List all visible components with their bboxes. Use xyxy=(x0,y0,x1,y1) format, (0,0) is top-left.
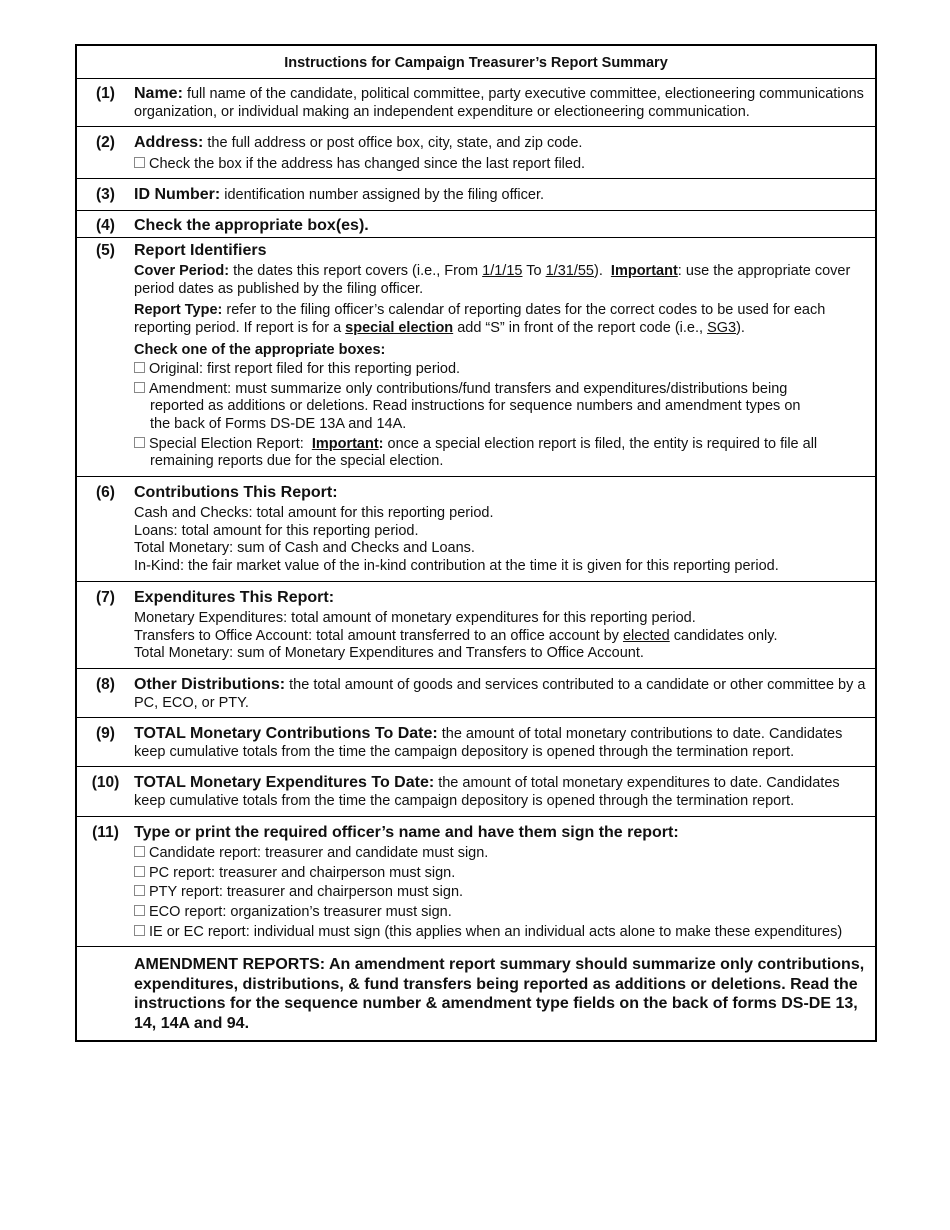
item-number: (11) xyxy=(92,823,119,841)
cover-text-b: ). xyxy=(594,263,603,280)
signature-option: Candidate report: treasurer and candidate must sign. xyxy=(149,845,489,862)
item-number: (6) xyxy=(96,483,115,501)
checkbox-icon xyxy=(134,846,145,857)
item-text: the total amount of goods and services contributed to a candidate or other committee by a PC, ECO, or PTY. xyxy=(134,677,866,711)
expenditure-line: Total Monetary: sum of Monetary Expenditures and Transfers to Office Account. xyxy=(134,645,644,662)
expenditure-line: Monetary Expenditures: total amount of monetary expenditures for this reporting period. xyxy=(134,610,696,627)
contribution-line: Total Monetary: sum of Cash and Checks and Loans. xyxy=(134,540,475,557)
item-report-identifiers xyxy=(77,238,875,477)
important-label: Important xyxy=(610,263,678,280)
contribution-line: Cash and Checks: total amount for this reporting period. xyxy=(134,505,494,522)
sg3-code: SG3 xyxy=(707,319,737,336)
item-total-contributions xyxy=(77,718,875,767)
item-id-number xyxy=(77,179,875,211)
report-type-text-c: ). xyxy=(736,319,745,336)
check-one-label: Check one of the appropriate boxes: xyxy=(134,341,386,358)
item-heading: Address: xyxy=(134,134,204,152)
colon: : xyxy=(378,435,384,452)
signature-option: PTY report: treasurer and chairperson must sign. xyxy=(149,884,464,901)
item-heading: ID Number: xyxy=(134,186,221,204)
contribution-line: Loans: total amount for this reporting period. xyxy=(134,522,419,539)
report-type-label: Report Type: xyxy=(134,302,223,319)
item-address xyxy=(77,127,875,179)
amendment-option: Amendment: must summarize only contributions/fund transfers and expenditures/distributions being xyxy=(149,380,788,397)
amendment-note-row xyxy=(77,947,875,1039)
item-check-boxes xyxy=(77,211,875,238)
special-election-text: once a special election report is filed, the entity is required to file all xyxy=(387,435,818,452)
item-number: (7) xyxy=(96,588,115,606)
item-number: (8) xyxy=(96,676,115,694)
special-election-option: Special Election Report: xyxy=(149,435,304,452)
item-contributions xyxy=(77,477,875,582)
special-election-label: special election xyxy=(345,319,454,336)
important-label: Important xyxy=(311,435,379,452)
original-option: Original: first report filed for this reporting period. xyxy=(149,361,461,378)
item-number: (9) xyxy=(96,725,115,743)
checkbox-icon xyxy=(134,362,145,373)
amendment-text-2: reported as additions or deletions. Read instructions for sequence numbers and amendment types on xyxy=(150,398,801,415)
item-number: (2) xyxy=(96,134,115,152)
checkbox-icon xyxy=(134,382,145,393)
expenditure-line-end: candidates only. xyxy=(673,627,778,644)
item-name xyxy=(77,79,875,127)
signature-option: PC report: treasurer and chairperson must sign. xyxy=(149,864,456,881)
item-heading: Type or print the required officer’s name and have them sign the report: xyxy=(134,823,679,841)
item-text: full name of the candidate, political committee, party executive committee, electioneering communications organization, or individual making an independent expenditure or electioneering communication. xyxy=(134,86,864,120)
item-heading: Contributions This Report: xyxy=(134,483,338,501)
checkbox-icon xyxy=(134,885,145,896)
instructions-table xyxy=(75,44,877,1042)
contribution-line: In-Kind: the fair market value of the in-kind contribution at the time it is given for this reporting period. xyxy=(134,558,779,575)
checkbox-icon xyxy=(134,157,145,168)
item-number: (4) xyxy=(96,216,115,234)
cover-to-date: 1/31/55 xyxy=(545,263,594,280)
item-text: the amount of total monetary expenditures to date. Candidates keep cumulative totals from the time the campaign depository is opened through the termination report. xyxy=(134,775,840,809)
item-total-expenditures xyxy=(77,767,875,816)
checkbox-icon xyxy=(134,925,145,936)
checkbox-label: Check the box if the address has changed since the last report filed. xyxy=(149,155,586,172)
cover-period-text: the dates this report covers (i.e., From xyxy=(233,263,479,280)
item-other-distributions xyxy=(77,669,875,718)
page-title: Instructions for Campaign Treasurer’s Report Summary xyxy=(77,46,875,79)
item-heading: TOTAL Monetary Contributions To Date: xyxy=(134,725,438,743)
report-type-text-b: add “S” in front of the report code (i.e., xyxy=(457,319,704,336)
item-heading: Check the appropriate box(es). xyxy=(134,216,369,234)
item-text: the full address or post office box, city, state, and zip code. xyxy=(207,135,583,152)
cover-text-c: : use the appropriate cover period dates as published by the filing officer. xyxy=(134,263,851,297)
cover-period-label: Cover Period: xyxy=(134,263,230,280)
amendment-text-3: the back of Forms DS-DE 13A and 14A. xyxy=(150,415,407,432)
item-number: (5) xyxy=(96,241,115,259)
item-heading: TOTAL Monetary Expenditures To Date: xyxy=(134,774,435,792)
item-heading: Report Identifiers xyxy=(134,241,267,259)
item-heading: Name: xyxy=(134,85,183,102)
item-heading: Expenditures This Report: xyxy=(134,588,335,606)
signature-option: IE or EC report: individual must sign (this applies when an individual acts alone to make these expenditures) xyxy=(149,923,843,940)
report-type-text: refer to the filing officer’s calendar of reporting dates for the correct codes to be used for each reporting period. If report is for a xyxy=(134,302,826,336)
cover-from-date: 1/1/15 xyxy=(482,263,523,280)
item-number: (1) xyxy=(96,85,115,102)
checkbox-icon xyxy=(134,905,145,916)
item-text: identification number assigned by the filing officer. xyxy=(224,187,544,204)
item-expenditures xyxy=(77,582,875,669)
amendment-note: AMENDMENT REPORTS: An amendment report summary should summarize only contributions, expenditures, distributions, & fund transfers being reported as additions or deletions. Read the instructions for the sequence number & amendment type fields on the back of forms DS-DE 13, 14, 14A and 94. xyxy=(134,956,865,1032)
cover-to-word: To xyxy=(526,263,542,280)
checkbox-icon xyxy=(134,437,145,448)
elected-word: elected xyxy=(622,627,670,644)
item-heading: Other Distributions: xyxy=(134,676,286,694)
checkbox-icon xyxy=(134,866,145,877)
item-number: (3) xyxy=(96,186,115,204)
item-number: (10) xyxy=(91,774,120,792)
item-text: the amount of total monetary contributions to date. Candidates keep cumulative totals from the time the campaign depository is opened through the termination report. xyxy=(134,726,843,760)
signature-option: ECO report: organization’s treasurer must sign. xyxy=(149,903,452,920)
special-election-text-2: remaining reports due for the special election. xyxy=(150,453,444,470)
item-signatures xyxy=(77,817,875,948)
expenditure-line: Transfers to Office Account: total amount transferred to an office account by xyxy=(134,627,619,644)
